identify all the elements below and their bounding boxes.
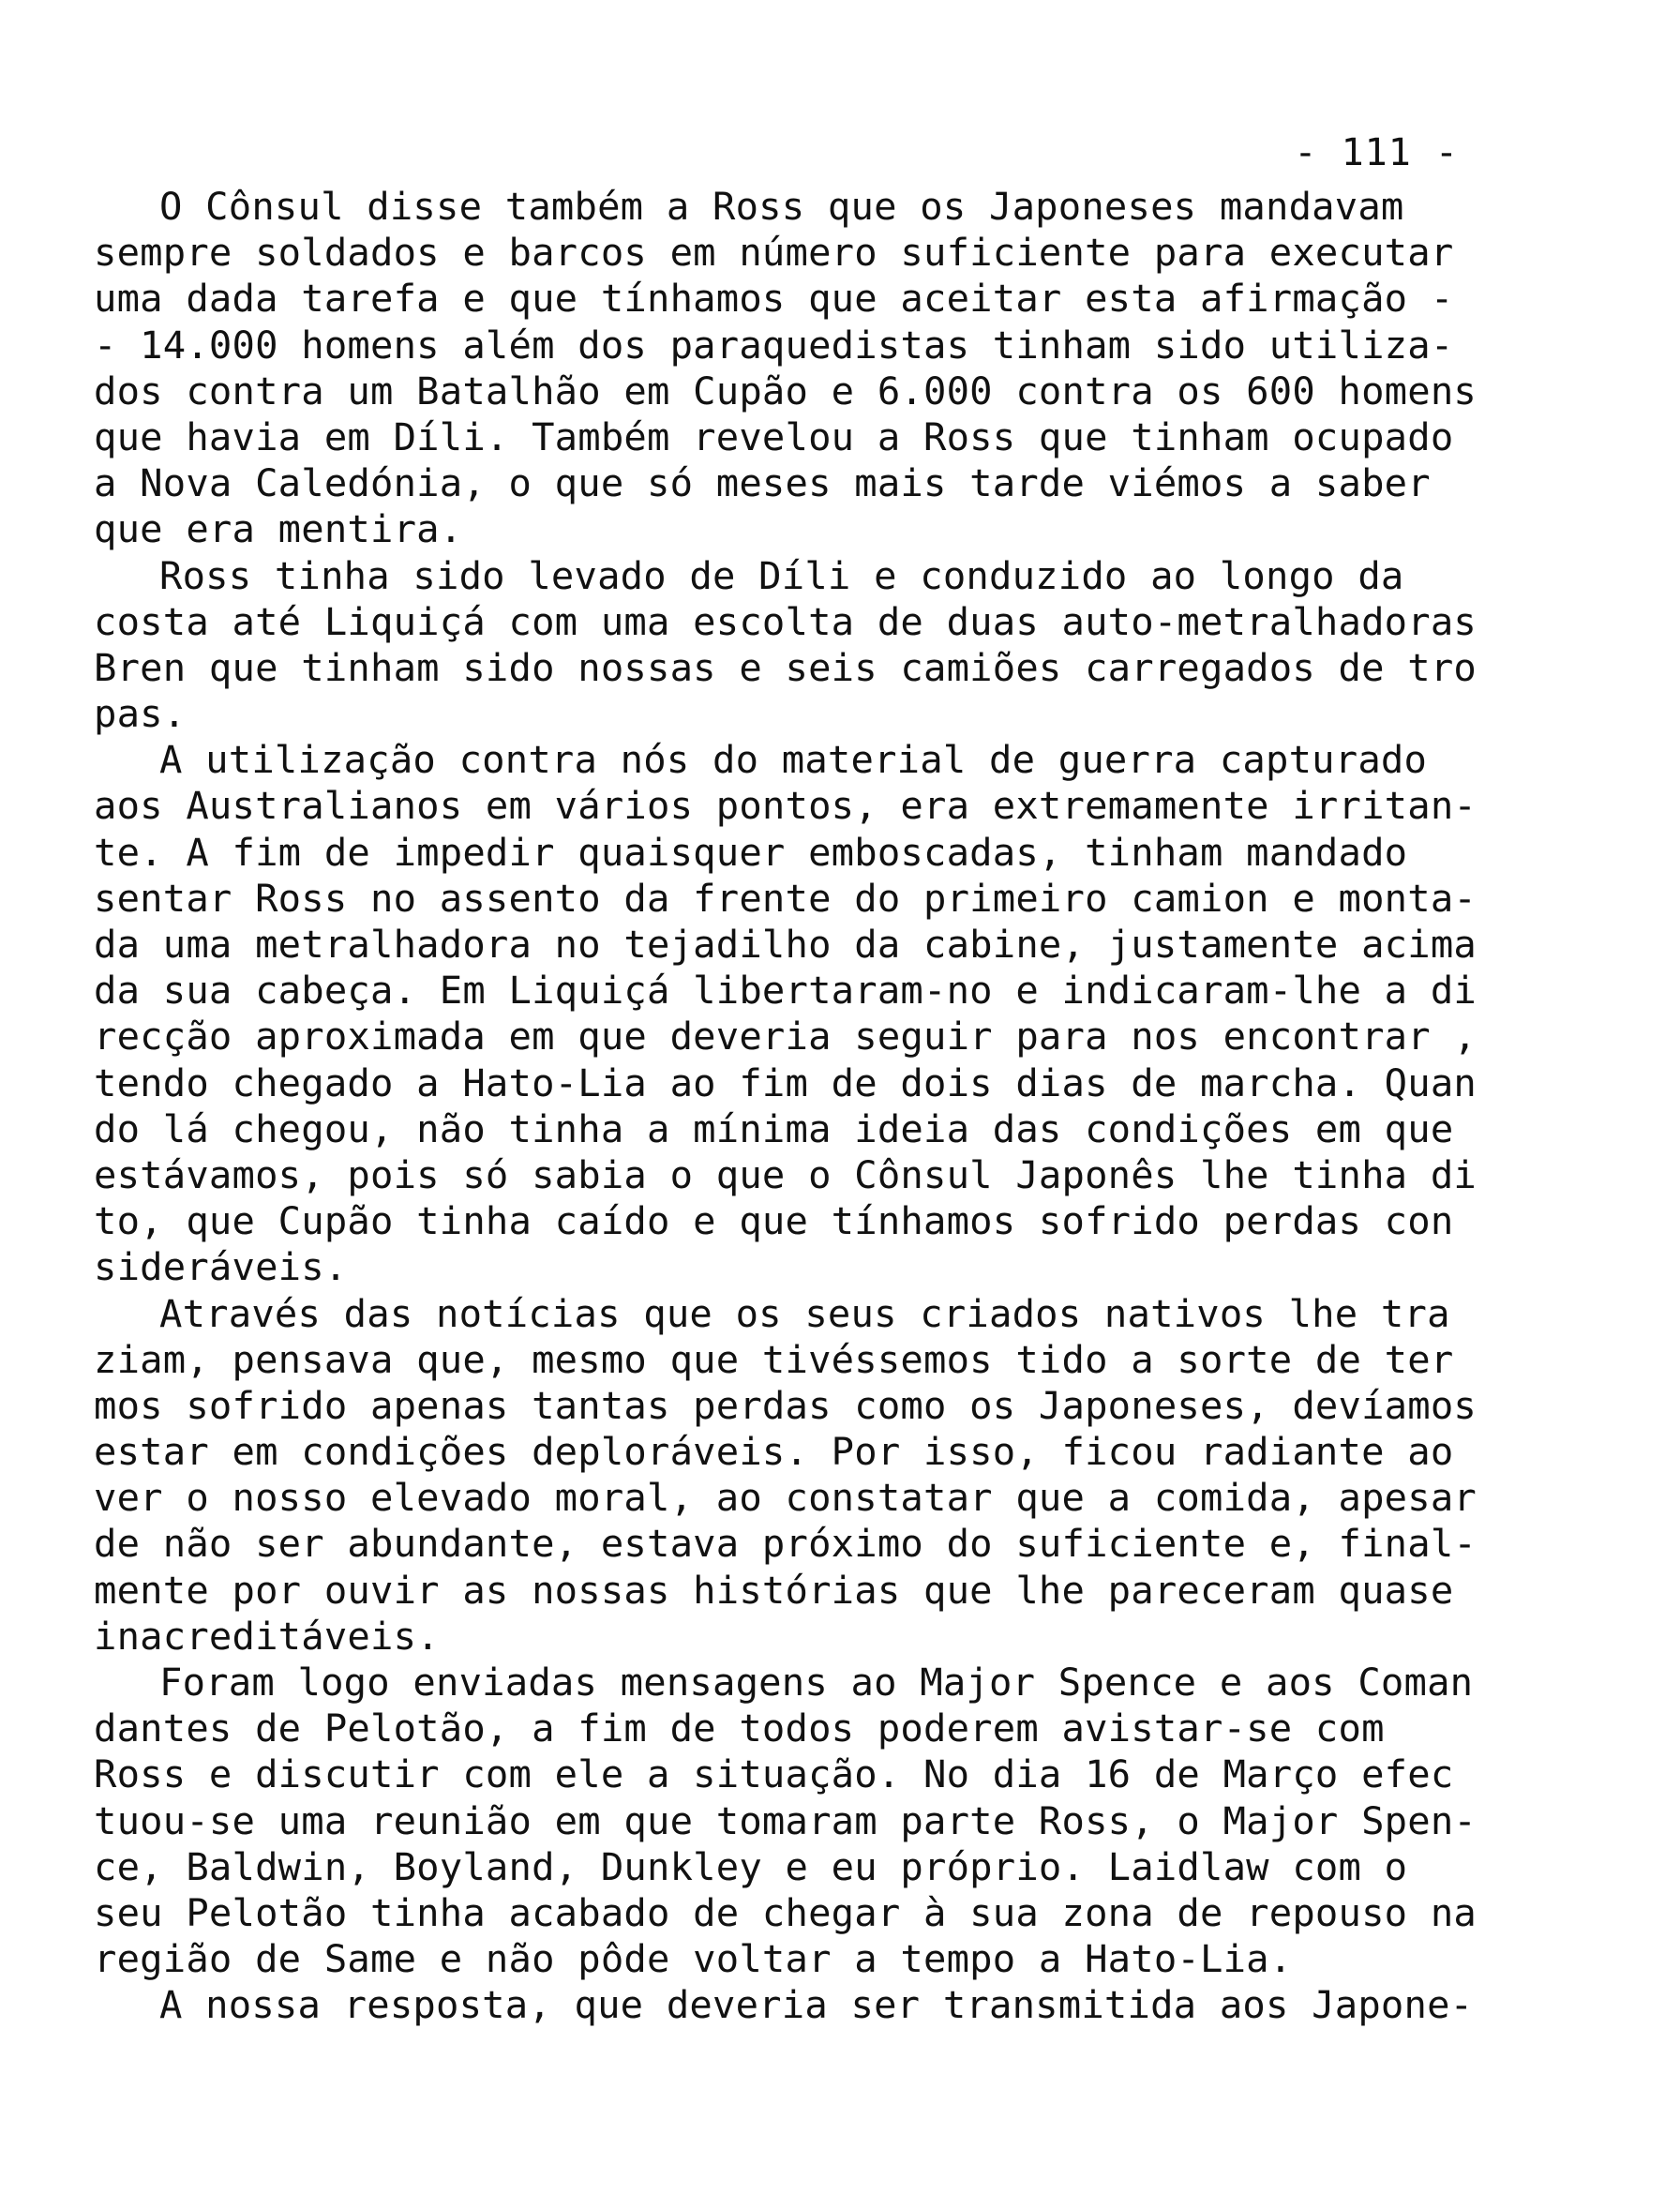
text-line: te. A fim de impedir quaisquer emboscadas, tinham mandado — [94, 829, 1408, 875]
text-line: estávamos, pois só sabia o que o Cônsul Japonês lhe tinha di — [94, 1151, 1477, 1197]
text-line: uma dada tarefa e que tínhamos que aceitar esta afirmação - — [94, 276, 1454, 322]
text-line: A utilização contra nós do material de guerra capturado — [159, 737, 1428, 783]
text-line: seu Pelotão tinha acabado de chegar à sua zona de repouso na — [94, 1889, 1477, 1935]
page-number: - 111 - — [1294, 131, 1459, 174]
text-line: to, que Cupão tinha caído e que tínhamos sofrido perdas con — [94, 1198, 1454, 1244]
text-line: recção aproximada em que deveria seguir para nos encontrar , — [94, 1014, 1477, 1059]
text-line: mente por ouvir as nossas histórias que lhe pareceram quase — [94, 1567, 1454, 1613]
text-line: tendo chegado a Hato-Lia ao fim de dois dias de marcha. Quan — [94, 1059, 1477, 1105]
text-line: estar em condições deploráveis. Por isso, ficou radiante ao — [94, 1429, 1454, 1475]
text-line: da uma metralhadora no tejadilho da cabine, justamente acima — [94, 922, 1477, 967]
text-line: - 14.000 homens além dos paraquedistas tinham sido utiliza- — [94, 322, 1454, 368]
text-line: Através das notícias que os seus criados nativos lhe tra — [159, 1290, 1450, 1336]
text-line: do lá chegou, não tinha a mínima ideia das condições em que — [94, 1105, 1454, 1151]
text-line: mos sofrido apenas tantas perdas como os Japoneses, devíamos — [94, 1382, 1477, 1428]
text-line: sempre soldados e barcos em número suficiente para executar — [94, 230, 1454, 276]
text-line: ziam, pensava que, mesmo que tivéssemos tido a sorte de ter — [94, 1336, 1454, 1382]
text-line: sideráveis. — [94, 1244, 348, 1290]
text-line: dantes de Pelotão, a fim de todos poderem avistar-se com — [94, 1706, 1385, 1751]
text-line: que era mentira. — [94, 506, 463, 552]
text-line: a Nova Caledónia, o que só meses mais tarde viémos a saber — [94, 460, 1431, 506]
text-line: O Cônsul disse também a Ross que os Japoneses mandavam — [159, 184, 1404, 229]
text-line: pas. — [94, 691, 187, 737]
text-line: de não ser abundante, estava próximo do suficiente e, final- — [94, 1521, 1477, 1567]
text-line: ver o nosso elevado moral, ao constatar que a comida, apesar — [94, 1475, 1477, 1521]
text-line: região de Same e não pôde voltar a tempo a Hato-Lia. — [94, 1936, 1293, 1982]
text-line: inacreditáveis. — [94, 1613, 440, 1659]
text-line: costa até Liquiçá com uma escolta de duas auto-metralhadoras — [94, 598, 1477, 644]
text-line: dos contra um Batalhão em Cupão e 6.000 contra os 600 homens — [94, 368, 1477, 413]
text-line: tuou-se uma reunião em que tomaram parte Ross, o Major Spen- — [94, 1797, 1477, 1843]
body-text — [94, 184, 1500, 2029]
text-line: Ross e discutir com ele a situação. No dia 16 de Março efec — [94, 1751, 1454, 1797]
text-line: A nossa resposta, que deveria ser transmitida aos Japone- — [159, 1982, 1474, 2028]
text-line: sentar Ross no assento da frente do primeiro camion e monta- — [94, 875, 1477, 921]
text-line: da sua cabeça. Em Liquiçá libertaram-no e indicaram-lhe a di — [94, 968, 1477, 1014]
text-line: que havia em Díli. Também revelou a Ross que tinham ocupado — [94, 413, 1454, 459]
text-line: Bren que tinham sido nossas e seis camiões carregados de tro — [94, 644, 1477, 690]
text-line: Foram logo enviadas mensagens ao Major Spence e aos Coman — [159, 1660, 1474, 1705]
text-line: ce, Baldwin, Boyland, Dunkley e eu próprio. Laidlaw com o — [94, 1843, 1408, 1889]
text-line: Ross tinha sido levado de Díli e conduzido ao longo da — [159, 552, 1404, 598]
text-line: aos Australianos em vários pontos, era extremamente irritan- — [94, 783, 1477, 829]
